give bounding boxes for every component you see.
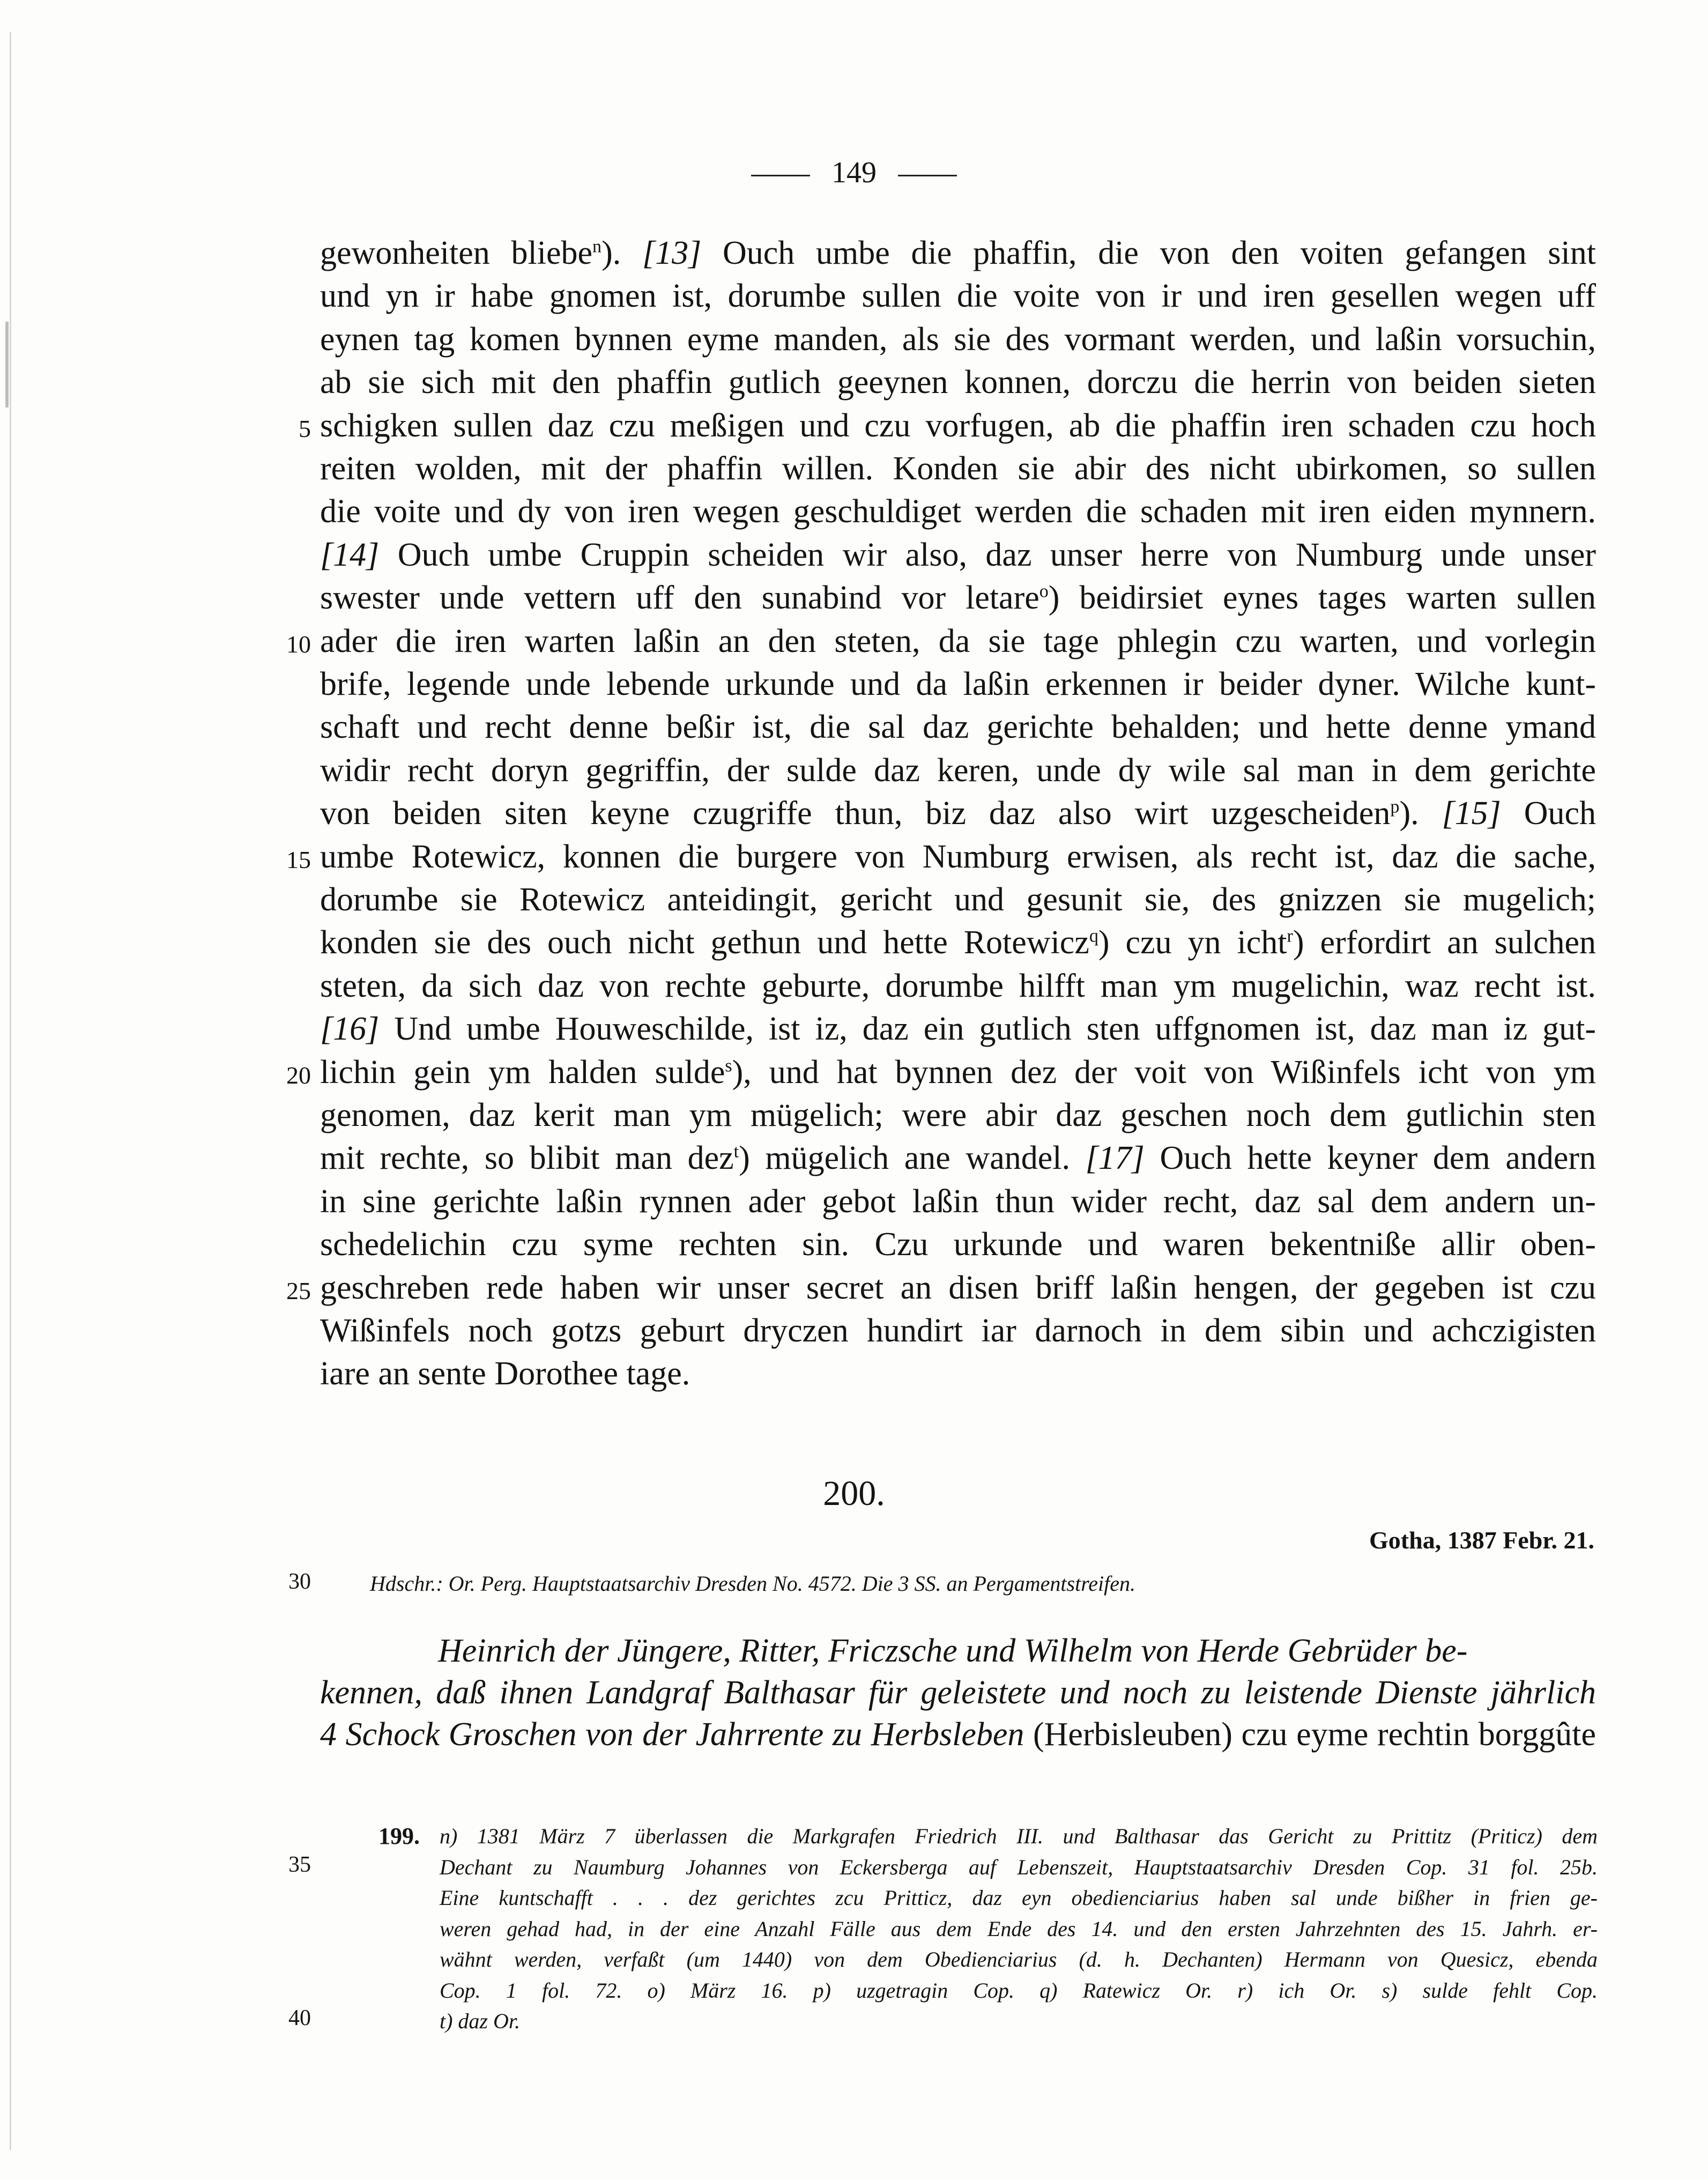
section-ref: [15] bbox=[1442, 795, 1501, 832]
footnote-line: Dechant zu Naumburg Johannes von Eckersberga auf Lebenszeit, Hauptstaatsarchiv Dresden Cop. 31 fol. 25b. bbox=[440, 1855, 1598, 1879]
text-line: Wißinfels noch gotzs geburt dryczen hundirt iar darnoch in dem sibin und achczigisten bbox=[320, 1313, 1596, 1349]
text-line: mit rechte, so blibit man dez$^t$) mügelich ane wandel. [17] Ouch hette keyner dem andern bbox=[320, 1140, 1596, 1177]
text-line: geschreben rede haben wir unser secret an disen briff laßin hengen, der gegeben ist czu bbox=[320, 1269, 1596, 1306]
document-number: 200. bbox=[823, 1474, 885, 1513]
regest-italic: 4 Schock Groschen von der Jahrrente zu Herbsleben bbox=[320, 1716, 1024, 1753]
text-line: [16] Und umbe Houweschilde, ist iz, daz ein gutlich sten uffgnomen ist, daz man iz gut- bbox=[320, 1011, 1596, 1048]
footnote-line: weren gehad had, in der eine Anzahl Fälle aus dem Ende des 14. und den ersten Jahrzehnten des 15. Jahrh. er- bbox=[440, 1916, 1598, 1941]
text-line: gewonheiten bliebe$^n$). [13] Ouch umbe die phaffin, die von den voiten gefangen sint bbox=[320, 235, 1596, 271]
text-line: schaft und recht denne beßir ist, die sal daz gerichte behalden; und hette denne ymand bbox=[320, 709, 1596, 746]
text-line: ab sie sich mit den phaffin gutlich geeynen konnen, dorczu die herrin von beiden sieten bbox=[320, 364, 1596, 401]
footnote-marker: p bbox=[1390, 797, 1400, 817]
footnote-line: wähnt werden, verfaßt (um 1440) von dem Obedienciarius (d. h. Dechanten) Hermann von Quesicz, ebenda bbox=[440, 1947, 1598, 1971]
text-line: die voite und dy von iren wegen geschuldiget werden die schaden mit iren eiden mynnern. bbox=[320, 493, 1596, 530]
section-ref: [16] bbox=[320, 1011, 380, 1048]
text-line: widir recht doryn gegriffin, der sulde daz keren, unde dy wile sal man in dem gerichte bbox=[320, 752, 1596, 789]
line-number-35: 35 bbox=[288, 1852, 311, 1877]
left-margin-bar bbox=[5, 322, 9, 407]
text-line: umbe Rotewicz, konnen die burgere von Numburg erwisen, als recht ist, daz die sache, bbox=[320, 838, 1596, 875]
page-header bbox=[0, 155, 1708, 190]
section-ref: [14] bbox=[320, 536, 380, 573]
text-line: dorumbe sie Rotewicz anteidingit, gericht und gesunit sie, des gnizzen sie mugelich; bbox=[320, 881, 1596, 918]
text-line: [14] Ouch umbe Cruppin scheiden wir also, daz unser herre von Numburg unde unser bbox=[320, 536, 1596, 573]
line-number: 5 bbox=[299, 414, 311, 442]
footnote-marker: q bbox=[1089, 926, 1098, 946]
footnote-line: n) 1381 März 7 überlassen die Markgrafen Friedrich III. und Balthasar das Gericht zu Prittitz (Priticz) dem bbox=[440, 1824, 1598, 1848]
header-dash-right bbox=[898, 175, 957, 176]
text-line: brife, legende unde lebende urkunde und da laßin erkennen ir beider dyner. Wilche kunt- bbox=[320, 666, 1596, 702]
footnote-marker: n bbox=[592, 236, 602, 257]
footnote-ref: 199. bbox=[378, 1823, 420, 1849]
header-dash-left bbox=[751, 175, 810, 176]
line-number: 10 bbox=[286, 630, 311, 658]
text-line: swester unde vettern uff den sunabind vor letare$^o$) beidirsiet eynes tages warten sullen bbox=[320, 580, 1596, 617]
text-line: in sine gerichte laßin rynnen ader gebot laßin thun wider recht, daz sal dem andern un- bbox=[320, 1183, 1596, 1220]
line-number: 20 bbox=[286, 1061, 311, 1089]
footnote-line: Eine kuntschafft . . . dez gerichtes zcu Pritticz, daz eyn obedienciarius haben sal unde bißher in frien ge- bbox=[440, 1886, 1598, 1910]
page-number: 149 bbox=[831, 156, 877, 189]
text-line: iare an sente Dorothee tage. bbox=[320, 1355, 690, 1392]
regest-text: 4 Schock Groschen von der Jahrrente zu Herbsleben (Herbisleuben) czu eyme rechtin borggûte bbox=[320, 1716, 1596, 1753]
regest-text: Heinrich der Jüngere, Ritter, Friczsche und Wilhelm von Herde Gebrüder be- bbox=[438, 1633, 1468, 1669]
text-line: lichin gein ym halden sulde$^s$), und hat bynnen dez der voit von Wißinfels icht von ym bbox=[320, 1054, 1596, 1091]
footnote-marker: r bbox=[1287, 926, 1293, 946]
text-line: schedelichin czu syme rechten sin. Czu urkunde und waren bekentniße allir oben- bbox=[320, 1226, 1596, 1263]
footnote-marker: s bbox=[725, 1055, 732, 1076]
line-number-30: 30 bbox=[288, 1569, 311, 1594]
text-line: konden sie des ouch nicht gethun und hette Rotewicz$^q$) czu yn icht$^r$) erfordirt an sulchen bbox=[320, 924, 1596, 961]
text-line: ader die iren warten laßin an den steten, da sie tage phlegin czu warten, und vorlegin bbox=[320, 622, 1596, 659]
footnote-marker: t bbox=[733, 1141, 739, 1162]
section-ref: [13] bbox=[642, 235, 702, 271]
footnote-line: t) daz Or. bbox=[440, 2009, 521, 2033]
text-line: genomen, daz kerit man ym mügelich; were abir daz geschen noch dem gutlichin sten bbox=[320, 1097, 1596, 1133]
left-margin-rule bbox=[10, 32, 11, 2150]
line-number: 15 bbox=[286, 846, 311, 873]
document-dateline: Gotha, 1387 Febr. 21. bbox=[1369, 1526, 1594, 1554]
text-line: eynen tag komen bynnen eyme manden, als sie des vormant werden, und laßin vorsuchin, bbox=[320, 321, 1596, 358]
text-line: von beiden siten keyne czugriffe thun, biz daz also wirt uzgescheiden$^p$). [15] Ouch bbox=[320, 795, 1596, 832]
line-number-40: 40 bbox=[288, 2006, 311, 2030]
regest-line bbox=[320, 1714, 1596, 1755]
footnote-line: Cop. 1 fol. 72. o) März 16. p) uzgetragin Cop. q) Ratewicz Or. r) ich Or. s) sulde fehlt Cop. bbox=[440, 1978, 1598, 2003]
text-line: reiten wolden, mit der phaffin willen. Konden sie abir des nicht ubirkomen, so sullen bbox=[320, 450, 1596, 487]
text-line: schigken sullen daz czu meßigen und czu vorfugen, ab die phaffin iren schaden czu hoch bbox=[320, 407, 1596, 444]
manuscript-note: Hdschr.: Or. Perg. Hauptstaatsarchiv Dresden No. 4572. Die 3 SS. an Pergamentstreifen. bbox=[370, 1571, 1136, 1596]
regest-line bbox=[320, 1630, 1596, 1672]
text-line: steten, da sich daz von rechte geburte, dorumbe hilfft man ym mugelichin, waz recht ist. bbox=[320, 967, 1596, 1004]
regest-line: kennen, daß ihnen Landgraf Balthasar für geleistete und noch zu leistende Dienste jährlich bbox=[320, 1674, 1596, 1711]
line-number: 25 bbox=[286, 1277, 311, 1304]
section-ref: [17] bbox=[1085, 1140, 1145, 1177]
footnote-marker: o bbox=[1039, 581, 1049, 602]
text-line: und yn ir habe gnomen ist, dorumbe sullen die voite von ir und iren gesellen wegen uff bbox=[320, 278, 1596, 315]
